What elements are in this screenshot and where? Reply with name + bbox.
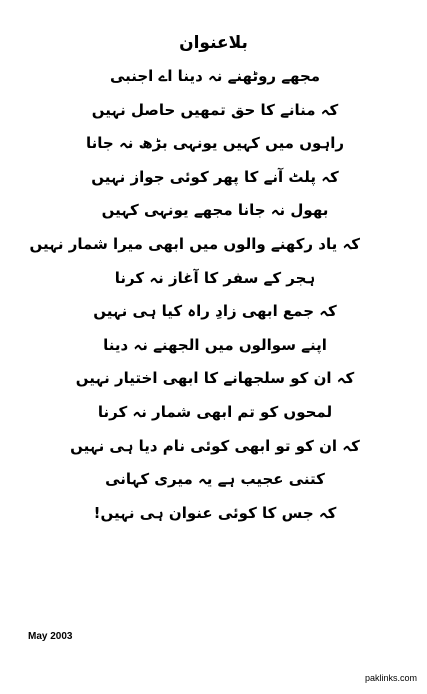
verse-line: کہ یاد رکھنے والوں میں ابھی میرا شمار نہیں <box>29 234 360 253</box>
site-watermark: paklinks.com <box>364 673 417 683</box>
verse-line: کتنی عجیب ہے یہ میری کہانی <box>105 470 325 489</box>
verse-line: ہجر کے سفر کا آغاز نہ کرنا <box>114 268 316 287</box>
verse-line: کہ ان کو سلجھانے کا ابھی اختیار نہیں <box>75 369 355 388</box>
verse-line: راہوں میں کہیں یونہی بڑھ نہ جانا <box>86 134 344 153</box>
verse-line: کہ جس کا کوئی عنوان ہی نہیں! <box>93 503 337 522</box>
verse-line: اپنے سوالوں میں الجھنے نہ دینا <box>103 335 327 354</box>
verse-line: کہ منانے کا حق تمھیں حاصل نہیں <box>91 100 339 119</box>
poem-title: بلاعنوان <box>179 33 248 53</box>
verse-line: بھول نہ جانا مجھے یونہی کہیں <box>101 201 329 220</box>
verse-line: مجھے روٹھنے نہ دینا اے اجنبی <box>109 67 321 85</box>
poem-verses <box>29 60 360 530</box>
verse-line: کہ جمع ابھی زادِ راہ کیا ہی نہیں <box>93 302 337 321</box>
verse-line: کہ پلٹ آنے کا پھر کوئی جواز نہیں <box>91 167 339 186</box>
verse-line: لمحوں کو تم ابھی شمار نہ کرنا <box>97 402 333 421</box>
poem-date: May 2003 <box>28 631 73 642</box>
verse-line: کہ ان کو تو ابھی کوئی نام دیا ہی نہیں <box>70 436 360 455</box>
